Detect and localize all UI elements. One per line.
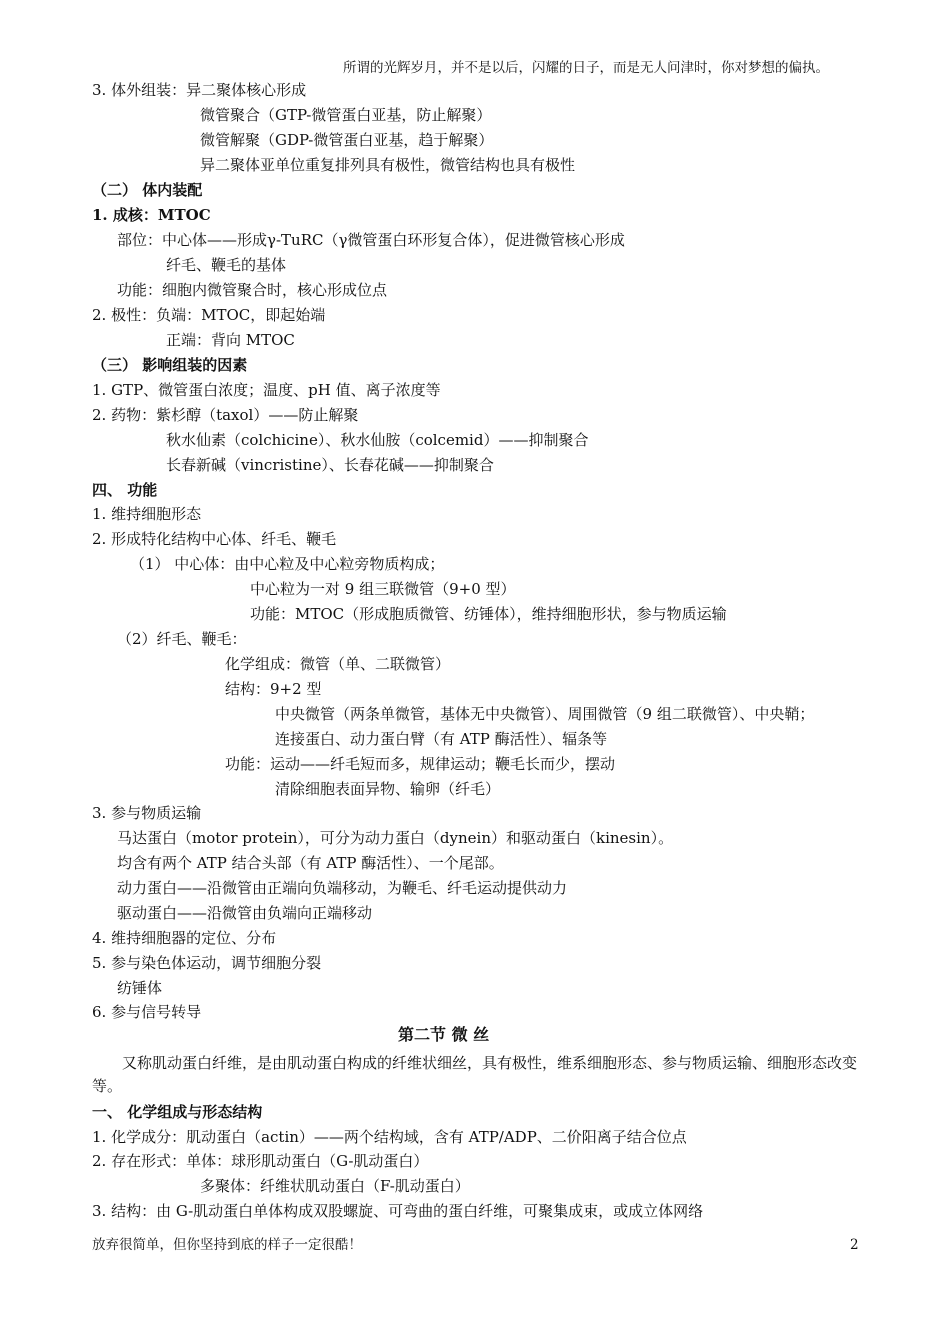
text-line: （1） 中心体：由中心粒及中心粒旁物质构成； [130,555,445,573]
text-line: 功能：运动——纤毛短而多，规律运动；鞭毛长而少，摆动 [225,755,616,773]
text-line: 1. GTP、微管蛋白浓度；温度、pH 值、离子浓度等 [92,381,441,399]
text-line: 6. 参与信号转导 [92,1003,202,1021]
chapter-title: 第二节 微 丝 [398,1025,490,1044]
text-line: 中心粒为一对 9 组三联微管（9+0 型） [250,580,516,598]
text-line: 连接蛋白、动力蛋白臂（有 ATP 酶活性）、辐条等 [275,730,608,748]
section-heading: （三） 影响组装的因素 [92,356,248,374]
text-line: 3. 结构：由 G-肌动蛋白单体构成双股螺旋、可弯曲的蛋白纤维，可聚集成束，或成立体网络 [92,1202,704,1220]
text-line: 微管聚合（GTP-微管蛋白亚基，防止解聚） [200,106,492,124]
section-heading: 一、 化学组成与形态结构 [92,1103,263,1121]
text-line: （2）纤毛、鞭毛： [117,630,247,648]
section-heading: （二） 体内装配 [92,181,203,199]
text-line: 2. 存在形式：单体：球形肌动蛋白（G-肌动蛋白） [92,1152,429,1170]
text-line: 4. 维持细胞器的定位、分布 [92,929,277,947]
text-line: 2. 极性：负端：MTOC，即起始端 [92,306,326,324]
text-line: 1. 化学成分：肌动蛋白（actin）——两个结构域，含有 ATP/ADP、二价阳离子结合位点 [92,1128,687,1146]
text-line: 1. 维持细胞形态 [92,505,202,523]
text-line: 1. 成核：MTOC [92,206,211,224]
text-line: 异二聚体亚单位重复排列具有极性，微管结构也具有极性 [200,156,576,174]
text-line: 3. 体外组装：异二聚体核心形成 [92,81,307,99]
text-line: 2. 药物：紫杉醇（taxol）——防止解聚 [92,406,359,424]
section-heading: 四、 功能 [92,481,158,499]
text-line: 马达蛋白（motor protein），可分为动力蛋白（dynein）和驱动蛋白（kinesin）。 [117,829,674,847]
text-line: 动力蛋白——沿微管由正端向负端移动，为鞭毛、纤毛运动提供动力 [117,879,568,897]
text-line: 多聚体：纤维状肌动蛋白（F-肌动蛋白） [200,1177,470,1195]
text-line: 化学组成：微管（单、二联微管） [225,655,451,673]
text-line: 功能：细胞内微管聚合时，核心形成位点 [117,281,388,299]
text-line: 微管解聚（GDP-微管蛋白亚基，趋于解聚） [200,131,494,149]
text-line: 纺锤体 [117,979,163,997]
text-line: 秋水仙素（colchicine）、秋水仙胺（colcemid）——抑制聚合 [166,431,589,449]
footer-slogan: 放弃很简单，但你坚持到底的样子一定很酷！ [92,1237,362,1253]
text-line: 部位：中心体——形成γ-TuRC（γ微管蛋白环形复合体），促进微管核心形成 [117,231,625,249]
text-line: 5. 参与染色体运动，调节细胞分裂 [92,954,322,972]
text-line: 清除细胞表面异物、输卵（纤毛） [275,780,501,798]
text-line: 长春新碱（vincristine）、长春花碱——抑制聚合 [166,456,494,474]
page-number: 2 [850,1237,859,1253]
text-line: 纤毛、鞭毛的基体 [166,256,287,274]
text-line: 2. 形成特化结构中心体、纤毛、鞭毛 [92,530,337,548]
intro-paragraph: 又称肌动蛋白纤维，是由肌动蛋白构成的纤维状细丝，具有极性，维系细胞形态、参与物质运输、细胞形态改变等。 [92,1054,858,1095]
text-line: 驱动蛋白——沿微管由负端向正端移动 [117,904,373,922]
text-line: 均含有两个 ATP 结合头部（有 ATP 酶活性）、一个尾部。 [117,854,504,872]
text-line: 正端：背向 MTOC [166,331,295,349]
header-motto: 所谓的光辉岁月，并不是以后，闪耀的日子，而是无人问津时，你对梦想的偏执。 [343,60,829,76]
text-line: 中央微管（两条单微管，基体无中央微管）、周围微管（9 组二联微管）、中央鞘； [275,705,815,723]
text-line: 结构：9+2 型 [225,680,322,698]
text-line: 3. 参与物质运输 [92,804,202,822]
text-line: 功能：MTOC（形成胞质微管、纺锤体），维持细胞形状，参与物质运输 [250,605,727,623]
